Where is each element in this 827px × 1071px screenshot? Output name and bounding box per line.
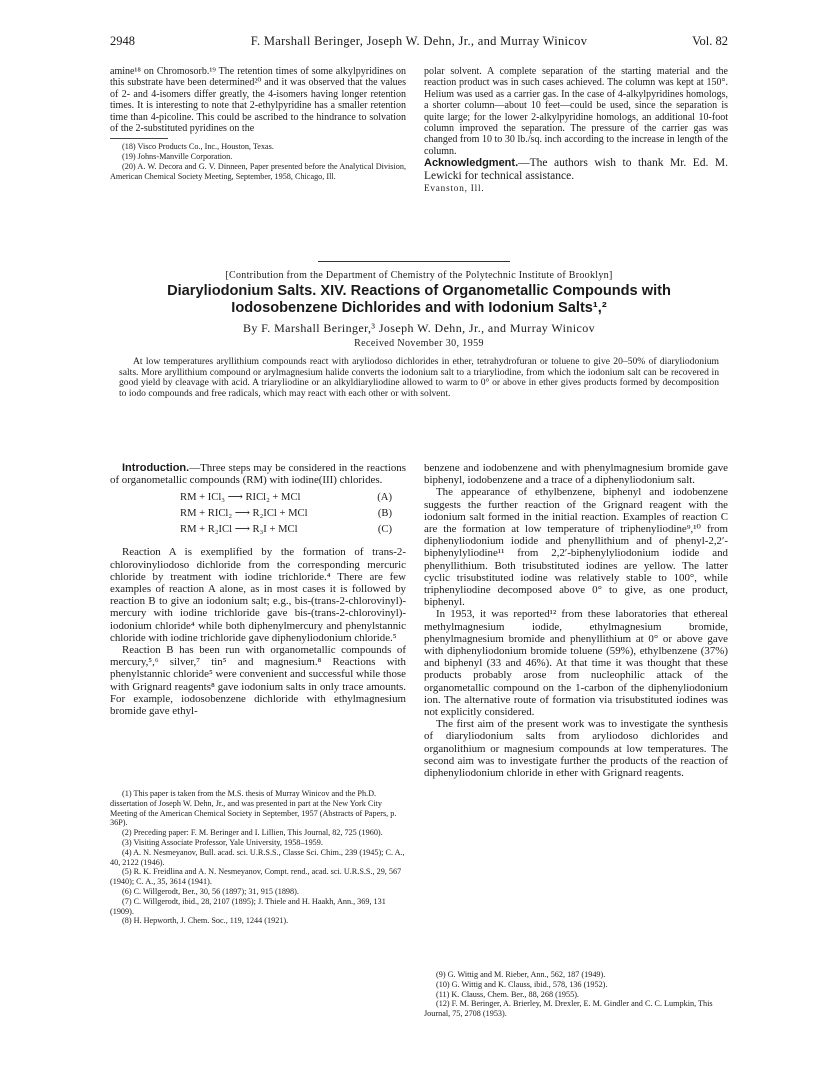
prev-article-text-right: polar solvent. A complete separation of the starting material and the reaction product was in such cases achieved. The column was kept at 150°. Helium was used as a carrier gas. In the case of 4-alkylpyridines homologs, a shorter column—about 10 feet—could be used, since the separation is quite large; for the lower 2-alkylpyridine homologs, an additional 10-foot column improved the separation. The pressure of the carrier gas was changed from 10 to 30 lb./sq. inch according to the increase in length of the column. xyxy=(424,66,728,157)
equation-label: (B) xyxy=(377,508,392,520)
footnote: (4) A. N. Nesmeyanov, Bull. acad. sci. U.R.S.S., Classe Sci. Chim., 239 (1945); C. A., 40, 2122 (1946). xyxy=(110,847,405,867)
running-header xyxy=(110,34,728,50)
equation-expression: RM + RICl₂ ⟶ R₂ICl + MCl xyxy=(180,508,308,520)
footnotes-left xyxy=(110,789,406,926)
running-header-authors: F. Marshall Beringer, Joseph W. Dehn, Jr., and Murray Winicov xyxy=(250,34,588,48)
article-title-line: Diaryliodonium Salts. XIV. Reactions of Organometallic Compounds with xyxy=(167,283,671,299)
article-divider xyxy=(318,261,510,262)
equation xyxy=(110,492,406,508)
prev-article-footnotes xyxy=(110,142,406,181)
contribution-line: [Contribution from the Department of Chemistry of the Polytechnic Institute of Brooklyn] xyxy=(225,270,613,281)
equations xyxy=(110,492,406,540)
body-paragraph: In 1953, it was reported¹² from these laboratories that ethereal methylmagnesium iodide, ethylmagnesium bromide, phenylmagnesium bromide and phenyllithium at 0° or above gave with diphenyliodonium bromide toluene (59%), ethylbenzene (37%) and biphenyl (33 and 46%). At that time it was thought that these products probably arose from nucleophilic attack of the organometallic compound on the 1-carbon of the diphenyliodonium ion. The alternative route of formation via trisubstituted iodines was not explicitly considered. xyxy=(424,608,728,719)
location: Evanston, Ill. xyxy=(424,183,485,194)
footnote: (7) C. Willgerodt, ibid., 28, 2107 (1895); J. Thiele and H. Haakh, Ann., 369, 131 (1909). xyxy=(110,896,386,916)
received-date: Received November 30, 1959 xyxy=(354,338,484,349)
footnotes-right xyxy=(424,970,728,1019)
footnote: (1) This paper is taken from the M.S. thesis of Murray Winicov and the Ph.D. dissertation of Joseph W. Dehn, Jr., and was presented in part at the New York City Meeting of the American Chemical Society in September, 1957 (Abstracts of Papers, p. 36P). xyxy=(110,789,397,828)
equation-label: (A) xyxy=(377,492,392,504)
byline: By F. Marshall Beringer,³ Joseph W. Dehn, Jr., and Murray Winicov xyxy=(242,321,596,335)
footnote: (20) A. W. Decora and G. V. Dinneen, Paper presented before the Analytical Division, American Chemical Society Meeting, September, 1958, Chicago, Ill. xyxy=(110,162,406,181)
abstract: At low temperatures aryllithium compounds react with aryliodoso dichlorides in ether, tetrahydrofuran or toluene to give 20–50% of diaryliodonium salts. More aryllithium compound or arylmagnesium halide converts the iodonium salt to a triaryliodine, from which the iodonium salt can be recovered in good yield by cleavage with acid. A triaryliodine or an alkyldiaryliodine allowed to warm to 0° or above in ether gives products formed by decomposition to iodo compounds and free radicals, which may react with each other or with solvent. xyxy=(119,356,719,399)
prev-article-text-left: amine¹⁸ on Chromosorb.¹⁹ The retention times of some alkylpyridines on this substrate have been determined²⁰ and it was observed that the values of 2- and 4-isomers differ greatly, the 4-isomers having longer retention times. It is interesting to note that 2-ethylpyridine has a smaller retention time than 4-picoline. This could be ascribed to the hindrance to solvation of the 2-substituted pyridines on the xyxy=(110,66,406,135)
body-paragraph: benzene and iodobenzene and with phenylmagnesium bromide gave biphenyl, iodobenzene and a trace of a diphenyliodonium salt. xyxy=(424,462,728,487)
body-paragraph: The first aim of the present work was to investigate the synthesis of diaryliodonium salts from aryliodoso dichlorides and organolithium or magnesium compounds at low temperatures. The second aim was to investigate further the products of the reaction of diphenyliodonium chloride in ether with Grignard reagents. xyxy=(424,718,728,780)
body-right-column xyxy=(424,462,728,779)
prev-article-right-column xyxy=(424,66,728,195)
body-left-column xyxy=(110,462,406,717)
footnote: (5) R. K. Freidlina and A. N. Nesmeyanov, Compt. rend., acad. sci. U.R.S.S., 29, 567 (1940); C. A., 35, 3614 (1941). xyxy=(110,867,402,887)
footnote: (19) Johns-Manville Corporation. xyxy=(122,152,233,162)
equation xyxy=(110,508,406,524)
equation-expression: RM + ICl₃ ⟶ RICl₂ + MCl xyxy=(180,492,301,504)
footnote: (12) F. M. Beringer, A. Brierley, M. Drexler, E. M. Gindler and C. C. Lumpkin, This Journal, 75, 2708 (1953). xyxy=(424,999,713,1019)
footnote: (10) G. Wittig and K. Clauss, ibid., 578, 136 (1952). xyxy=(436,979,608,989)
body-paragraph: Reaction B has been run with organometallic compounds of mercury,⁵,⁶ silver,⁷ tin⁵ and magnesium.⁸ Reactions with phenylstannic chloride⁵ were convenient and successful while those with Grignard reagents⁸ gave iodonium salts in only trace amounts. For example, iodosobenzene dichloride with ethylmagnesium bromide gave ethyl- xyxy=(110,644,406,718)
footnote: (18) Visco Products Co., Inc., Houston, Texas. xyxy=(122,142,274,152)
footnote: (11) K. Clauss, Chem. Ber., 88, 268 (1955). xyxy=(436,989,579,999)
equation-label: (C) xyxy=(377,524,392,536)
footnote: (9) G. Wittig and M. Rieber, Ann., 562, 187 (1949). xyxy=(436,970,606,979)
footnote: (2) Preceding paper: F. M. Beringer and I. Lillien, This Journal, 82, 725 (1960). xyxy=(122,828,383,838)
introduction-paragraph xyxy=(110,462,406,486)
body-paragraph: The appearance of ethylbenzene, biphenyl and iodobenzene suggests the further reaction of the Grignard reagent with the iodonium salt formed in the initial reaction. Examples of reaction C are the formation at low temperature of triphenyliodine⁹,¹⁰ from diphenyliodonium iodide and phenyllithium and of phenyl-2,2′-biphenylyliodine¹¹ from 2,2′-biphenylyliodonium iodide and phenyllithium. Both trisubstituted iodines are yellow. The latter cyclic trisubstituted iodine was relatively stable to 100°, while triphenyliodine decomposed above 0° to give, as one product, biphenyl. xyxy=(424,486,728,609)
volume-label: Vol. 82 xyxy=(692,34,728,48)
body-paragraph: Reaction A is exemplified by the formation of trans-2-chlorovinyliodoso dichloride from the corresponding mercuric chloride by treatment with iodine trichloride.⁴ There are few examples of reaction A alone, as in most cases it is followed by reaction B to give an iodonium salt; e.g., bis-(trans-2-chlorovinyl)-mercury with iodine trichloride gave bis-(trans-2-chlorovinyl)-iodonium chloride⁴ while both diphenylmercury and phenylstannic chloride with iodine trichloride gave diphenyliodonium chloride.⁵ xyxy=(110,546,406,644)
introduction-text: —Three steps may be considered in the reactions of organometallic compounds (RM) with iodine(III) chlorides. xyxy=(110,462,406,487)
footnote: (8) H. Hepworth, J. Chem. Soc., 119, 1244 (1921). xyxy=(122,916,289,926)
acknowledgment xyxy=(424,157,728,183)
footnote: (3) Visiting Associate Professor, Yale University, 1958–1959. xyxy=(122,837,323,847)
acknowledgment-text: —The authors wish to thank Mr. Ed. M. Lewicki for technical assistance. xyxy=(424,157,728,183)
article-title-line: Iodosobenzene Dichlorides and with Iodonium Salts¹,² xyxy=(231,300,607,316)
prev-article-left-column xyxy=(110,66,406,182)
footnote: (6) C. Willgerodt, Ber., 30, 56 (1897); 31, 915 (1898). xyxy=(122,886,299,896)
article-title xyxy=(110,283,728,317)
equation-expression: RM + R₂ICl ⟶ R₃I + MCl xyxy=(180,524,298,536)
footnote-rule xyxy=(110,138,168,139)
equation xyxy=(110,524,406,540)
acknowledgment-heading: Acknowledgment. xyxy=(424,157,519,170)
introduction-heading: Introduction. xyxy=(122,462,190,474)
page-number: 2948 xyxy=(110,34,135,48)
